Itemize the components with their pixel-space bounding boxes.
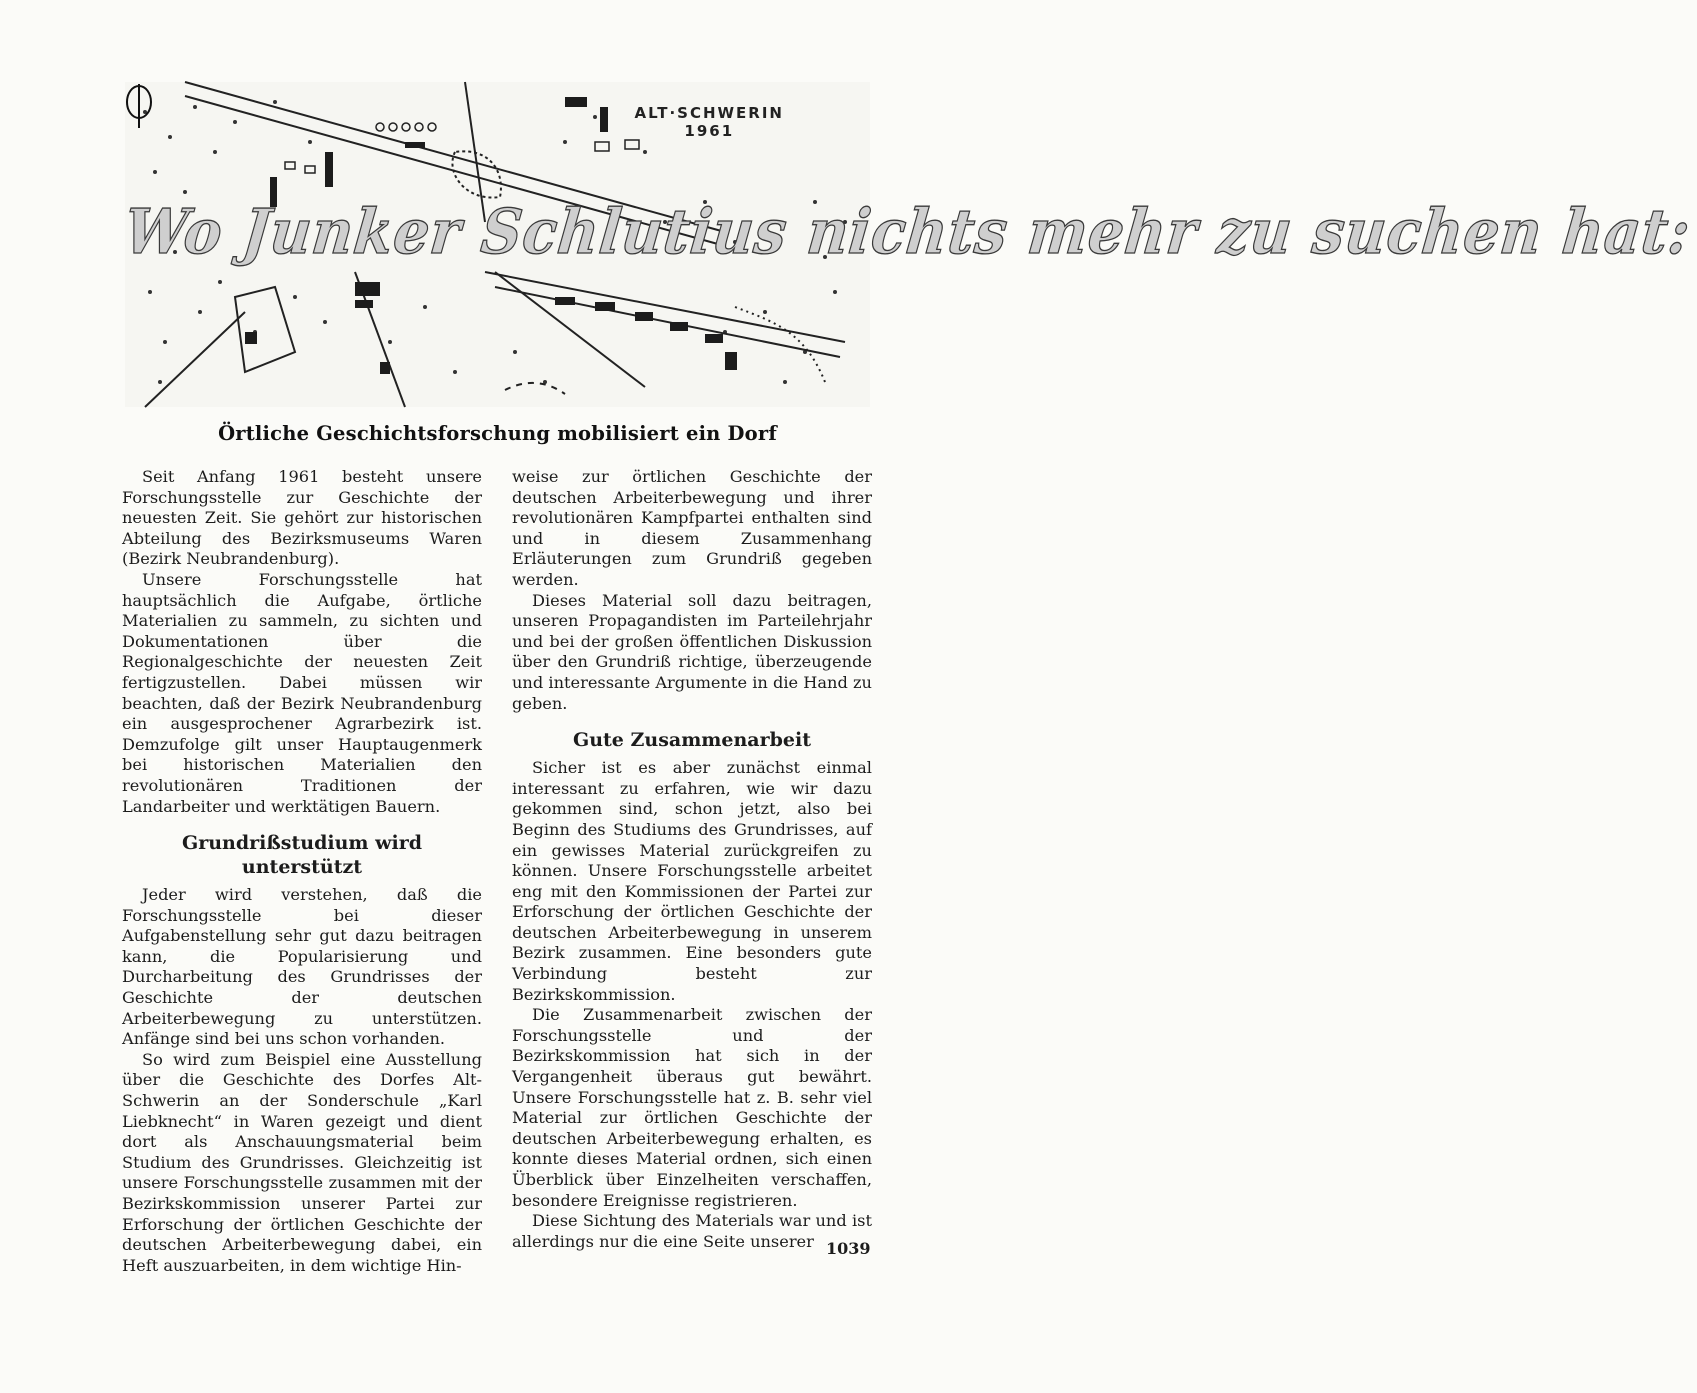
paragraph: Jeder wird verstehen, daß die Forschungsstelle bei dieser Aufgabenstellung sehr gut dazu beitragen kann, die Popularisierung und Durcharbeitung des Grundrisses der Geschichte der deutschen Arbeiterbewegung zu unterstützen. Anfänge sind bei uns schon vorhanden.: [122, 885, 482, 1049]
paragraph: Dieses Material soll dazu beitragen, unseren Propagandisten im Parteilehrjahr und bei der großen öffentlichen Diskussion über den Grundriß richtige, überzeugende und interessante Argumente in die Hand zu geben.: [512, 590, 872, 713]
page-number: 1039: [826, 1239, 871, 1258]
map-year: 1961: [684, 122, 735, 140]
paragraph: Unsere Forschungsstelle hat hauptsächlich die Aufgabe, örtliche Materialien zu sammeln, zu sichten und Dokumentationen über die Regionalgeschichte der neuesten Zeit fertigzustellen. Dabei müssen wir beachten, daß der Bezirk Neubrandenburg ein ausgesprochener Agrarbezirk ist. Demzufolge gilt unser Hauptaugenmerk bei historischen Materialien den revolutionären Traditionen der Landarbeiter und werktätigen Bauern.: [122, 569, 482, 816]
paragraph: Sicher ist es aber zunächst einmal interessant zu erfahren, wie wir dazu gekommen sind, schon jetzt, also bei Beginn des Studiums des Grundrisses, auf ein gewisses Material zurückgreifen zu können. Unsere Forschungsstelle arbeitet eng mit den Kommissionen der Partei zur Erforschung der örtlichen Geschichte der deutschen Arbeiterbewegung in unserem Bezirk zusammen. Eine besonders gute Verbindung besteht zur Bezirkskommission.: [512, 758, 872, 1004]
paragraph: Seit Anfang 1961 besteht unsere Forschungsstelle zur Geschichte der neuesten Zeit. Sie gehört zur historischen Abteilung des Bezirksmuseums Waren (Bezirk Neubrandenburg).: [122, 467, 482, 569]
village-map-illustration: [121, 82, 1695, 407]
right-column: [512, 467, 872, 1252]
illustration-headline: Wo Junker Schlutius nichts mehr zu suchen hat:: [121, 195, 1695, 269]
section-heading: Gute Zusammenarbeit: [572, 729, 811, 752]
article-title: Örtliche Geschichtsforschung mobilisiert ein Dorf: [218, 422, 777, 445]
paragraph: weise zur örtlichen Geschichte der deutschen Arbeiterbewegung und ihrer revolutionären Kampfpartei enthalten sind und in diesem Zusammenhang Erläuterungen zum Grundriß gegeben werden.: [512, 467, 872, 589]
paragraph: Diese Sichtung des Materials war und ist allerdings nur die eine Seite unserer: [512, 1211, 872, 1251]
map-place-name: ALT·SCHWERIN: [634, 104, 784, 122]
paragraph: Die Zusammenarbeit zwischen der Forschungsstelle und der Bezirkskommission hat sich in der Vergangenheit überaus gut bewährt. Unsere Forschungsstelle hat z. B. sehr viel Material zur örtlichen Geschichte der deutschen Arbeiterbewegung erhalten, es konnte dieses Material ordnen, sich einen Überblick über Einzelheiten verschaffen, besondere Ereignisse registrieren.: [512, 1005, 872, 1210]
section-heading: Grundrißstudium wird unterstützt: [181, 832, 422, 879]
paragraph: So wird zum Beispiel eine Ausstellung über die Geschichte des Dorfes Alt-Schwerin an der Sonderschule „Karl Liebknecht“ in Waren gezeigt und dient dort als Anschauungsmaterial beim Studium des Grundrisses. Gleichzeitig ist unsere Forschungsstelle zusammen mit der Bezirkskommission unserer Partei zur Erforschung der örtlichen Geschichte der deutschen Arbeiterbewegung dabei, ein Heft auszuarbeiten, in dem wichtige Hin-: [122, 1049, 482, 1275]
left-column: [122, 467, 482, 1276]
north-arrow-icon: [125, 82, 153, 130]
map-place-label: [635, 104, 784, 140]
